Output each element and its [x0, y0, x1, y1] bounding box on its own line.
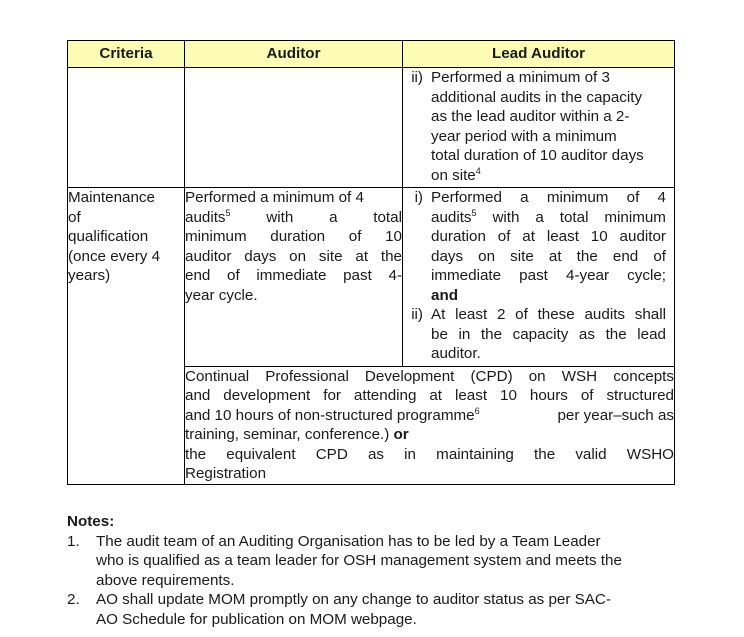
- table-row: [68, 68, 675, 188]
- text-line: who is qualified as a team leader for OSH management system and meets the: [96, 552, 622, 569]
- text-fragment: [185, 406, 480, 426]
- note-number: 2.: [67, 591, 80, 608]
- note-text: [96, 532, 677, 591]
- text-fragment: [431, 208, 477, 228]
- text-line: [431, 208, 666, 228]
- footnote-marker: 4: [475, 165, 481, 176]
- text-line: minimum duration of 10: [185, 228, 402, 245]
- criteria-cell-maintenance: [68, 188, 185, 485]
- text-line: (once every 4: [68, 247, 161, 265]
- auditor-requirement-cell: [185, 188, 403, 367]
- text-line: total duration of 10 auditor days: [431, 147, 644, 164]
- conjunction-or: or: [393, 426, 409, 443]
- text-line: and development for attending at least 10 hours of structured: [185, 387, 674, 404]
- criteria-cell-empty: [68, 68, 185, 188]
- item-number: i): [414, 189, 423, 206]
- note-item-2: [67, 590, 677, 629]
- lead-requirement-ii: [403, 305, 666, 364]
- text-fragment: [185, 208, 231, 228]
- text-line: [431, 166, 666, 186]
- item-text: [431, 68, 666, 185]
- text-line: be in the capacity as the lead: [431, 325, 666, 343]
- text-fragment: a: [535, 208, 544, 226]
- text-line: At least 2 of these audits shall: [431, 306, 666, 323]
- text-line: [185, 425, 674, 445]
- text-fragment: with: [266, 208, 294, 226]
- lead-auditor-cell: [403, 68, 675, 188]
- text-line: Performed a minimum of 3: [431, 69, 610, 86]
- text-fragment: per year–such as: [557, 406, 674, 424]
- text-line: [185, 208, 402, 228]
- lead-requirement-i: [403, 188, 666, 305]
- header-criteria: Criteria: [68, 41, 185, 68]
- text-fragment: audits: [431, 208, 472, 226]
- text-line: qualification: [68, 228, 149, 245]
- text-fragment: audits: [185, 208, 226, 226]
- table-header-row: [68, 41, 675, 68]
- text-line: additional audits in the capacity: [431, 88, 643, 106]
- note-text: [96, 590, 677, 629]
- text-line: Maintenance: [68, 189, 155, 206]
- item-text: [431, 188, 666, 305]
- note-number: 1.: [67, 532, 80, 550]
- text-fragment: total: [559, 208, 589, 226]
- header-auditor: Auditor: [185, 41, 403, 68]
- text-line: The audit team of an Auditing Organisation has to be led by a Team Leader: [96, 532, 601, 550]
- text-fragment: total: [373, 208, 402, 226]
- table-row: [68, 188, 675, 367]
- footnote-marker: 5: [225, 207, 231, 218]
- lead-requirement-ii: [403, 68, 666, 185]
- text-line: AO Schedule for publication on MOM webpage.: [96, 610, 417, 628]
- lead-auditor-maintenance-cell: [403, 188, 675, 367]
- footnote-marker: 6: [474, 405, 480, 416]
- text-line: Continual Professional Development (CPD) on WSH concepts: [185, 367, 674, 385]
- text-line: immediate past 4-year cycle;: [431, 267, 666, 284]
- text-fragment: minimum: [604, 208, 666, 226]
- note-item-1: [67, 532, 677, 591]
- text-line: auditor days on site at the: [185, 247, 402, 265]
- text-line: of: [68, 208, 81, 226]
- text-line: year cycle.: [185, 286, 258, 304]
- text-line: Performed a minimum of 4: [185, 189, 364, 206]
- notes-section: [67, 512, 677, 629]
- text-line: Registration: [185, 465, 267, 482]
- item-number: ii): [411, 306, 423, 323]
- text-fragment: training, seminar, conference.): [185, 426, 394, 443]
- item-text: [431, 305, 666, 364]
- text-line: AO shall update MOM promptly on any change to auditor status as per SAC-: [96, 591, 611, 608]
- text-line: [185, 406, 674, 426]
- text-line: as the lead auditor within a 2-: [431, 108, 630, 125]
- text-line: above requirements.: [96, 571, 235, 589]
- text-line: year period with a minimum: [431, 127, 617, 145]
- text-fragment: a: [329, 208, 338, 226]
- text-fragment: on site: [431, 166, 476, 184]
- notes-title: Notes:: [67, 513, 115, 530]
- text-fragment: with: [492, 208, 520, 226]
- text-line: end of immediate past 4-: [185, 267, 402, 284]
- footnote-marker: 5: [471, 207, 477, 218]
- text-line: duration of at least 10 auditor: [431, 228, 666, 245]
- requirements-table: [67, 40, 675, 485]
- text-fragment: and 10 hours of non-structured programme: [185, 406, 475, 424]
- text-line: Performed a minimum of 4: [431, 189, 666, 206]
- auditor-cell-empty: [185, 68, 403, 188]
- text-line: years): [68, 267, 111, 284]
- text-line: auditor.: [431, 345, 481, 362]
- header-lead-auditor: Lead Auditor: [403, 41, 675, 68]
- text-line: days on site at the end of: [431, 247, 666, 265]
- text-line: the equivalent CPD as in maintaining the valid WSHO: [185, 445, 674, 463]
- item-number: ii): [411, 69, 423, 86]
- cpd-requirement-cell: [185, 366, 675, 484]
- conjunction-and: and: [431, 286, 459, 304]
